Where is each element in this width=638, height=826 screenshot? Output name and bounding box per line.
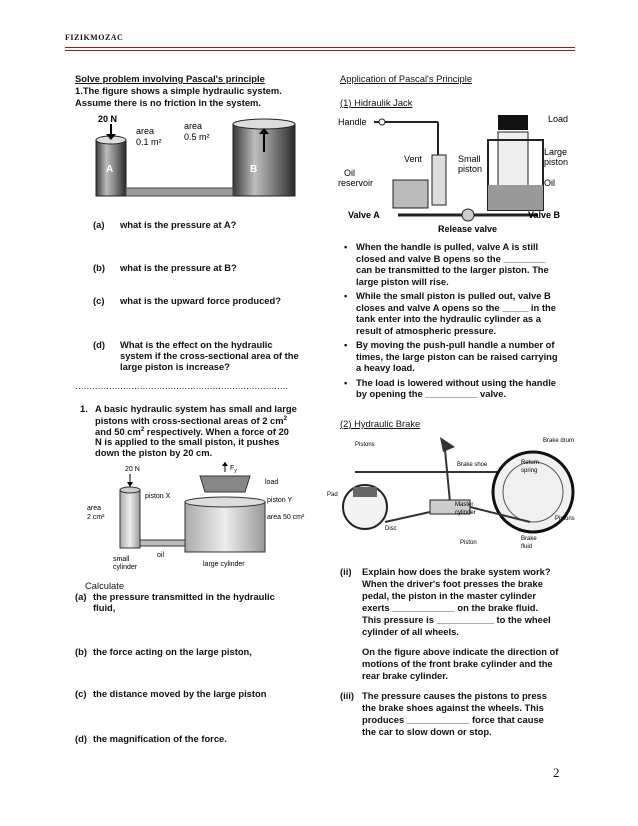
brake-title: (2) Hydraulic Brake: [340, 418, 421, 429]
fig2-area: area: [87, 505, 102, 512]
intro-line-1: 1.The figure shows a simple hydraulic system.: [75, 85, 282, 96]
jack-reservoir: reservoir: [338, 178, 374, 188]
q2-num: (ii): [340, 566, 352, 577]
hydraulic-jack-diagram: [338, 110, 578, 235]
brake-return: Return: [521, 460, 540, 466]
jack-large-piston: piston: [544, 157, 569, 167]
question-d-line-2: system if the cross-sectional area of the: [120, 350, 299, 361]
bullet-2: • While the small piston is pulled out, valve B closes and valve A opens so the _____ in the tank enter into the hydraulic cylinder as a result of atmospheric pressure.: [342, 290, 582, 336]
page-number: 2: [553, 765, 560, 780]
q2-extra-line-1: On the figure above indicate the direction of: [362, 646, 559, 657]
hydraulic-figure-1: [88, 112, 298, 210]
q2-line-6: cylinder of all wheels.: [362, 626, 459, 637]
question-c-num: (c): [93, 295, 105, 306]
jack-handle: Handle: [338, 117, 367, 127]
brake-drum: Brake drum: [543, 438, 575, 444]
question-d-num: (d): [93, 339, 105, 350]
q2-line-3: pedal, the piston in the master cylinder: [362, 590, 536, 601]
q3-line-1: The pressure causes the pistons to press: [362, 690, 547, 701]
q2-line-4: exerts ____________ on the brake fluid.: [362, 602, 539, 613]
fig2-oil: oil: [157, 552, 165, 559]
question-a-text: what is the pressure at A?: [120, 219, 237, 230]
brake-fluid-1: Brake: [521, 536, 537, 542]
problem-1-line-3a: and 50 cm: [95, 426, 141, 438]
fig2-force: 20 N: [125, 466, 140, 473]
superscript-2b: 2: [140, 427, 145, 433]
q3-line-4: the car to slow down or stop.: [362, 726, 492, 737]
fig2-area-2: 2 cm²: [87, 514, 105, 521]
label-b: B: [250, 164, 258, 175]
q3-line-3: produces ____________ force that cause: [362, 714, 544, 725]
right-heading: Application of Pascal's Principle: [340, 73, 473, 84]
calc-a-num: (a): [75, 591, 87, 602]
q2-extra-line-3: rear brake cylinder.: [362, 670, 448, 681]
problem-1-num: 1.: [80, 403, 88, 414]
bullet-3: • By moving the push-pull handle a number of times, the large piston can be raised carrying a heavy load.: [342, 339, 582, 374]
jack-large: Large: [544, 147, 568, 157]
intro-line-2: Assume there is no friction in the system.: [75, 97, 261, 108]
jack-load: Load: [548, 114, 569, 124]
q3-num: (iii): [340, 690, 355, 701]
header-rule: [65, 47, 575, 48]
brake-fluid-2: fluid: [521, 544, 533, 550]
calc-d-text: the magnification of the force.: [93, 733, 227, 744]
brake-pistons: Pistons: [355, 442, 375, 448]
calc-c-num: (c): [75, 688, 87, 699]
jack-valve-b: Valve B: [528, 210, 561, 220]
left-heading: Solve problem involving Pascal's principle: [75, 73, 265, 84]
label-a: A: [106, 164, 114, 175]
hydraulic-figure-2: [85, 462, 310, 574]
header-rule-thin: [65, 50, 575, 51]
q2-line-1: Explain how does the brake system work?: [362, 566, 551, 577]
bullet-1: • When the handle is pulled, valve A is still closed and valve B opens so the ________ can be transmitted to the larger piston. The large piston will rise.: [342, 241, 582, 287]
fig2-fy-sub: y: [234, 468, 237, 474]
fig2-large-cylinder: large cylinder: [203, 561, 245, 568]
question-b-num: (b): [93, 262, 105, 273]
question-c-text: what is the upward force produced?: [120, 295, 281, 306]
brake-spring: spring: [521, 468, 538, 474]
force-label: 20 N: [98, 114, 118, 124]
jack-piston: piston: [458, 164, 483, 174]
jack-oil: Oil: [344, 168, 355, 178]
problem-1-line-4: N is applied to the small piston, it pushes: [95, 436, 280, 447]
question-b-text: what is the pressure at B?: [120, 262, 237, 273]
brake-master-cylinder: cylinder: [455, 510, 476, 516]
brake-piston: Piston: [460, 540, 477, 546]
calculate-label: Calculate: [85, 580, 125, 591]
area-b-value: 0.5 m²: [184, 132, 210, 142]
question-a-num: (a): [93, 219, 105, 230]
fig2-small: small: [113, 556, 130, 563]
calc-b-num: (b): [75, 646, 87, 657]
area-a-label: area: [136, 126, 155, 136]
brake-master: Master: [455, 502, 474, 508]
q2-line-5: This pressure is ___________ to the wheel: [362, 614, 551, 625]
calc-a-line-1: the pressure transmitted in the hydraulic: [93, 591, 275, 602]
hydraulic-brake-diagram: [325, 432, 583, 557]
fig2-piston-x: piston X: [145, 493, 171, 500]
brake-disc: Disc: [385, 526, 397, 532]
brake-pad: Pad: [327, 492, 338, 498]
area-a-value: 0.1 m²: [136, 137, 162, 147]
problem-1-line-2: pistons with cross-sectional areas of 2 cm: [95, 415, 284, 427]
fig2-area-50: area 50 cm²: [267, 514, 305, 521]
superscript-2: 2: [283, 416, 287, 422]
jack-small: Small: [458, 154, 481, 164]
problem-1-line-1: A basic hydraulic system has small and large: [95, 403, 297, 414]
brake-shoe: Brake shoe: [457, 462, 488, 468]
problem-1-line-3b: respectively. When a force of 20: [144, 426, 289, 438]
jack-oil-2: Oil: [544, 178, 555, 188]
q2-line-2: When the driver's foot presses the brake: [362, 578, 543, 589]
question-d-line-3: large piston is increase?: [120, 361, 230, 372]
svg-text:Fy: [230, 465, 237, 474]
calc-a-line-2: fluid,: [93, 602, 116, 613]
q3-line-2: the brake shoes against the wheels. This: [362, 702, 544, 713]
calc-c-text: the distance moved by the large piston: [93, 688, 267, 699]
jack-title: (1) Hidraulik Jack: [340, 97, 413, 108]
fig2-fy: F: [230, 465, 235, 472]
q2-extra-line-2: motions of the front brake cylinder and the: [362, 658, 553, 669]
dotted-separator: ………………………………………………………………….: [75, 381, 287, 391]
brake-pistons-2: Pistons: [555, 516, 575, 522]
jack-vent: Vent: [404, 154, 423, 164]
area-b-label: area: [184, 121, 203, 131]
fig2-load: load: [265, 479, 279, 486]
fig2-piston-y: piston Y: [267, 497, 293, 504]
calc-d-num: (d): [75, 733, 87, 744]
bullet-4: • The load is lowered without using the handle by opening the __________ valve.: [342, 377, 582, 400]
fig2-cylinder: cylinder: [113, 564, 138, 571]
calc-b-text: the force acting on the large piston,: [93, 646, 252, 657]
question-d-line-1: What is the effect on the hydraulic: [120, 339, 273, 350]
header-brand: FIZIKMOZAC: [65, 33, 124, 42]
jack-valve-a: Valve A: [348, 210, 380, 220]
jack-release: Release valve: [438, 224, 498, 234]
jack-bullets: [342, 241, 582, 403]
problem-1-line-5: down the piston by 20 cm.: [95, 447, 213, 458]
